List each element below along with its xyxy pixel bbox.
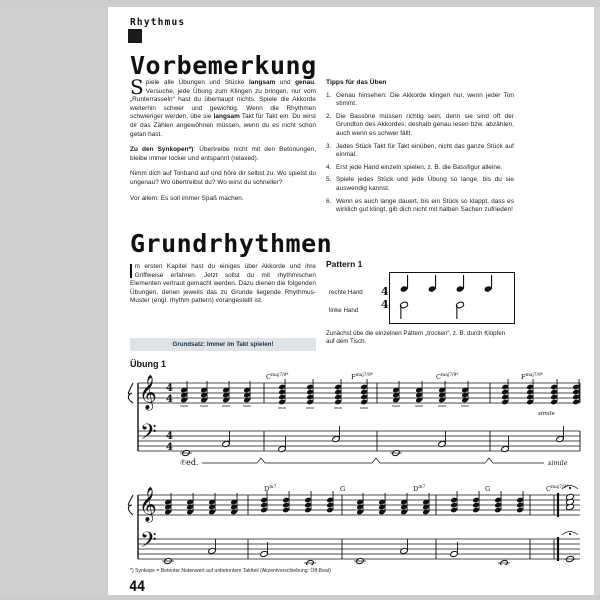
- bass-notes-system-2: [162, 539, 510, 565]
- paragraph-4-text: Vor allem: Es soll immer Spaß machen.: [130, 194, 244, 202]
- pattern-caption: Zunächst übe die einzelnen Pattern „trocken“, z. B. durch Klopfen auf dem Tisch.: [326, 330, 506, 346]
- simile-marking-1: simile: [548, 459, 568, 467]
- label-right-hand: rechte Hand: [329, 289, 363, 296]
- list-item: Wenn es auch lange dauert, bis ein Stück so klappt, dass es wirklich gut klingt, gib dich nicht mit halben Sachen zufrieden!: [336, 197, 514, 214]
- measure-7-chords: [356, 493, 430, 515]
- tips-list: [326, 92, 514, 215]
- paragraph-2-text: Zu den Synkopen*): Übertreibe nicht mit den Betonungen, bleibe immer locker und entspannt (relaxed).: [130, 146, 316, 162]
- list-item: Die Bassöne müssen richtig sein, denn sie sind oft der Grundton des Akkordes; deshalb genau lesen bzw. abzählen, auch wenn es schwer fällt.: [336, 112, 514, 137]
- chord-extension: maj7/9*: [441, 373, 459, 378]
- intro-text: m ersten Kapitel hast du einiges über Akkorde und ihre Griffweise erfahren. Jetzt sollst du mit rhythmischen Elementen vertraut gemacht werden. Dazu dienen die folgenden Übungen, denen jeweils das zu Grunde liegende Rhythmus-Muster (engl. rhythm pattern) vorangestellt ist.: [130, 263, 316, 305]
- chord-root: F: [351, 373, 356, 382]
- vorbemerkung-left-column: [130, 75, 316, 203]
- heading-grundrhythmen: Grundrhythmen: [130, 229, 333, 258]
- brace-icon: [128, 383, 133, 403]
- treble-clef-icon-2: 𝄞: [139, 487, 157, 522]
- drop-cap: S: [130, 75, 144, 99]
- pattern-box: [389, 272, 515, 324]
- tips-column: [326, 79, 514, 219]
- page-margin-right: [594, 0, 600, 600]
- svg-text:℗ed.: ℗ed.: [180, 458, 199, 467]
- pattern-title: Pattern 1: [326, 259, 363, 269]
- score-system-1: [124, 373, 584, 473]
- paragraph-1-text: piele alle Übungen und Stücke langsam und genau. Versuche, jede Übung zum Klingen zu bringen, nur vom „Runterrasseln“ hast du überhaupt nichts. Spiele die Akkorde weiterhin schwer und gewichtig. Wenn die Rhythmen schwieriger werden, übe sie langsam Takt für Takt ein. Du wirst dir das Zählen angewöhnen müssen, wenn du es nicht schon getan hast.: [130, 79, 316, 138]
- barlines-2: [248, 495, 530, 559]
- paragraph-3-text: Nimm dich auf Tonband auf und höre dir selbst zu. Wo spielst du ungenau? Wo übertreibst du? Wo wirst du schneller?: [130, 170, 316, 186]
- page-content: [108, 7, 594, 595]
- paragraph-1: [130, 75, 316, 139]
- score-system-2: [124, 485, 584, 565]
- bass-staff-lines-2: [138, 539, 580, 559]
- chord-root: G: [340, 485, 346, 494]
- bass-time-signature-denominator: 4: [166, 442, 173, 453]
- running-head: Rhythmus: [130, 17, 186, 28]
- paragraph-3: [130, 170, 316, 187]
- list-item: Jedes Stück Takt für Takt einüben, nicht das ganze Stück auf einmal.: [336, 142, 514, 159]
- chord-root: G: [485, 485, 491, 494]
- chord-root: D: [264, 485, 270, 494]
- page-margin-top: [0, 0, 600, 7]
- heading-vorbemerkung: Vorbemerkung: [130, 51, 317, 80]
- pattern-rh-note-3: [456, 275, 465, 293]
- page-number: 44: [129, 579, 145, 595]
- chord-root: C: [546, 485, 552, 494]
- svg-text:4: 4: [381, 285, 389, 298]
- simile-marking-upper: simile: [538, 411, 555, 417]
- measure-1-chords: [180, 381, 251, 406]
- bass-staff-lines: [138, 431, 580, 451]
- measure-5-chords: [164, 493, 238, 515]
- chord-extension: maj7/9*: [525, 373, 543, 378]
- bass-time-signature-numerator: 4: [166, 431, 173, 442]
- grundsatz-banner-label: Grundsatz: Immer im Takt spielen!: [172, 341, 274, 348]
- svg-text:4: 4: [381, 298, 389, 311]
- treble-clef-icon: 𝄞: [139, 375, 157, 410]
- bass-clef-icon-2: 𝄢: [140, 528, 157, 558]
- time-signature-denominator: 4: [166, 394, 173, 405]
- pattern-lh-note-2: [456, 301, 465, 319]
- paragraph-2: [130, 146, 316, 163]
- brace-icon-2: [128, 495, 133, 515]
- pattern-notation: [390, 273, 514, 323]
- final-barline: [554, 493, 558, 561]
- fermata-icon-treble: [562, 486, 578, 490]
- measure-2-chords: [278, 379, 368, 408]
- pattern-lh-note-1: [400, 301, 409, 319]
- pattern-rh-note-2: [428, 275, 437, 293]
- final-chord: [566, 493, 575, 510]
- final-bass-chord: [564, 555, 576, 562]
- pedal-marking: [180, 458, 544, 467]
- pattern-rh-note-4: [484, 275, 493, 293]
- chord-extension: maj7/9*: [271, 373, 289, 378]
- list-item: Genau hinsehen: Die Akkorde klingen nur, wenn jeder Ton stimmt.: [336, 91, 514, 108]
- running-head-marker-icon: [128, 29, 142, 43]
- bass-clef-icon: 𝄢: [140, 420, 157, 450]
- chord-root: C: [436, 373, 442, 382]
- list-item: Spiele jedes Stück und jede Übung so lange, bis du sie auswendig kannst.: [336, 176, 514, 192]
- chord-root: D: [413, 485, 419, 494]
- fermata-icon-bass: [562, 532, 578, 536]
- chord-root: C: [266, 373, 272, 382]
- chord-extension: maj7/9*: [551, 485, 569, 490]
- page-margin-left: [0, 0, 108, 600]
- chord-extension: maj7/9*: [355, 373, 373, 378]
- chord-extension: m7: [418, 485, 426, 490]
- page-margin-bottom: [0, 595, 600, 600]
- time-signature-numerator: 4: [166, 383, 173, 394]
- tips-heading: Tipps für das Üben: [326, 79, 387, 86]
- grundsatz-banner: [130, 338, 316, 351]
- label-left-hand: linke Hand: [329, 307, 359, 314]
- measure-3-chords: [392, 381, 469, 406]
- intro-paragraph: [130, 263, 316, 306]
- pattern-rh-note-1: [400, 275, 409, 293]
- exercise-title: Übung 1: [130, 359, 166, 369]
- grundrhythmen-intro: [130, 263, 316, 306]
- list-item: Erst jede Hand einzeln spielen, z. B. die Bassfigur alleine.: [336, 163, 503, 171]
- drop-cap-rule: [130, 264, 132, 278]
- footnote: *) Synkope = Betonter Notenwert auf unbetontem Taktteil (Akzentverschiebung; Off-Beat): [130, 568, 331, 574]
- chord-root: F: [521, 373, 526, 382]
- chord-extension: m7: [269, 485, 277, 490]
- paragraph-4: [130, 195, 316, 204]
